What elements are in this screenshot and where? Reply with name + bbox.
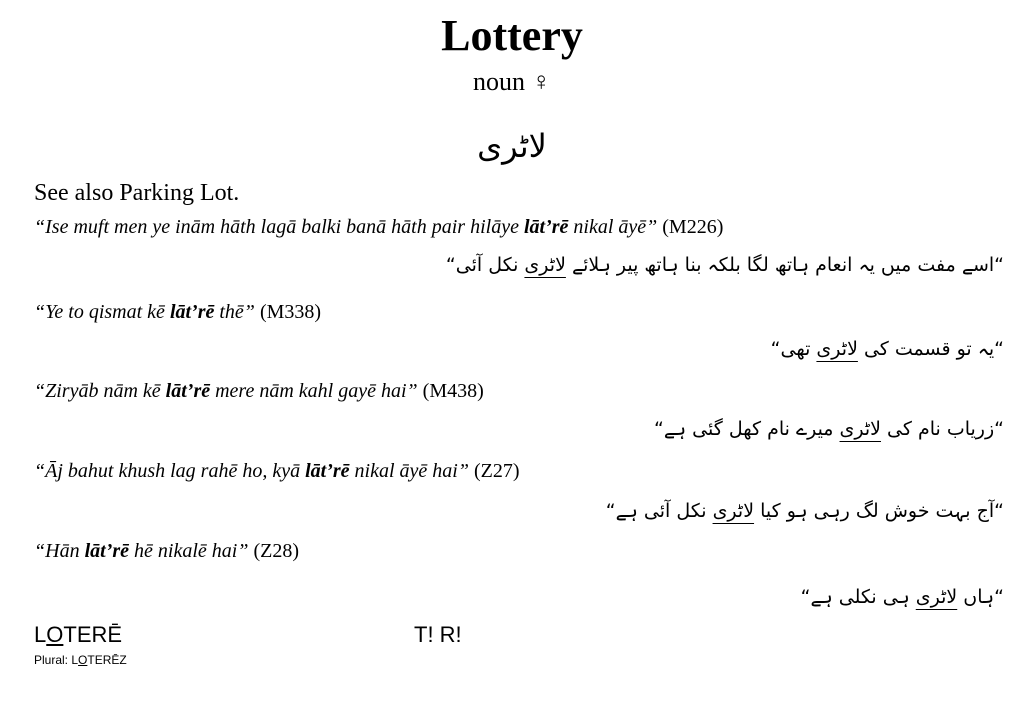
example-text: thē” — [214, 301, 255, 323]
example-text: “Ye to qismat kē — [34, 301, 170, 323]
urdu-keyword: لاٹری — [712, 500, 755, 522]
plural-label: Plural: — [34, 653, 72, 667]
transcription-text: TERĒ — [63, 622, 123, 647]
example-reference: (M226) — [657, 216, 724, 238]
example-text: “Āj bahut khush lag rahē ho, kyā — [34, 460, 306, 482]
urdu-keyword: لاٹری — [524, 254, 566, 276]
urdu-text: “یہ تو قسمت کی — [857, 338, 1004, 360]
example-roman — [34, 214, 723, 240]
example-roman — [34, 299, 321, 325]
plural-text: TERĒZ — [87, 653, 127, 667]
sign-transcription — [34, 621, 122, 649]
urdu-text: نکل آئی“ — [445, 254, 525, 276]
plural-text: L — [71, 653, 79, 667]
headword: Lottery — [441, 11, 583, 60]
example-reference: (Z27) — [468, 460, 520, 482]
example-text: hē nikalē hai” — [129, 540, 249, 562]
example-reference: (M338) — [254, 301, 322, 323]
example-urdu — [771, 334, 1004, 364]
example-text: nikal āyē hai” — [349, 460, 469, 482]
transcription-underlined-letter: O — [46, 622, 64, 647]
example-roman — [34, 538, 299, 564]
urdu-text: “ہاں — [957, 586, 1004, 608]
example-keyword: lāt’rē — [165, 380, 211, 402]
urdu-text: “زریاب نام کی — [881, 418, 1004, 440]
example-roman — [34, 378, 484, 404]
example-keyword: lāt’rē — [169, 301, 215, 323]
example-text: “Hān — [34, 540, 85, 562]
example-text: “Ziryāb nām kē — [34, 380, 166, 402]
see-also-note: See also Parking Lot. — [34, 180, 240, 206]
plural-form — [34, 652, 127, 668]
example-urdu — [654, 414, 1004, 444]
urdu-text: میرے نام کھل گئی ہے“ — [654, 418, 840, 440]
urdu-text: “آج بہت خوش لگ رہی ہو کیا — [754, 500, 1004, 522]
example-reference: (M438) — [417, 380, 484, 402]
example-urdu — [606, 496, 1004, 526]
example-keyword: lāt’rē — [305, 460, 350, 482]
urdu-keyword: لاٹری — [915, 586, 958, 608]
transcription-text: L — [34, 622, 47, 647]
example-roman — [34, 458, 520, 484]
plural-underlined-letter: O — [78, 653, 88, 667]
example-text: “Ise muft men ye inām hāth lagā balki banā hāth pair hilāye — [34, 216, 524, 238]
example-urdu — [446, 250, 1004, 280]
urdu-text: ہی نکلی ہے“ — [800, 586, 916, 608]
example-urdu — [801, 582, 1004, 612]
example-text: mere nām kahl gayē hai” — [210, 380, 418, 402]
example-reference: (Z28) — [248, 540, 299, 562]
urdu-keyword: لاٹری — [816, 338, 858, 360]
part-of-speech: noun ♀ — [473, 67, 551, 96]
example-text: nikal āyē” — [568, 216, 658, 238]
urdu-text: نکل آئی ہے“ — [605, 500, 713, 522]
urdu-keyword: لاٹری — [839, 418, 881, 440]
example-keyword: lāt’rē — [523, 216, 569, 238]
example-keyword: lāt’rē — [84, 540, 130, 562]
urdu-text: “اسے مفت میں یہ انعام ہاتھ لگا بلکہ بنا ہاتھ پیر ہلائے — [565, 254, 1004, 276]
urdu-text: تھی“ — [770, 338, 817, 360]
tr-code: T! R! — [414, 622, 462, 647]
urdu-headword: لاٹری — [477, 127, 547, 165]
